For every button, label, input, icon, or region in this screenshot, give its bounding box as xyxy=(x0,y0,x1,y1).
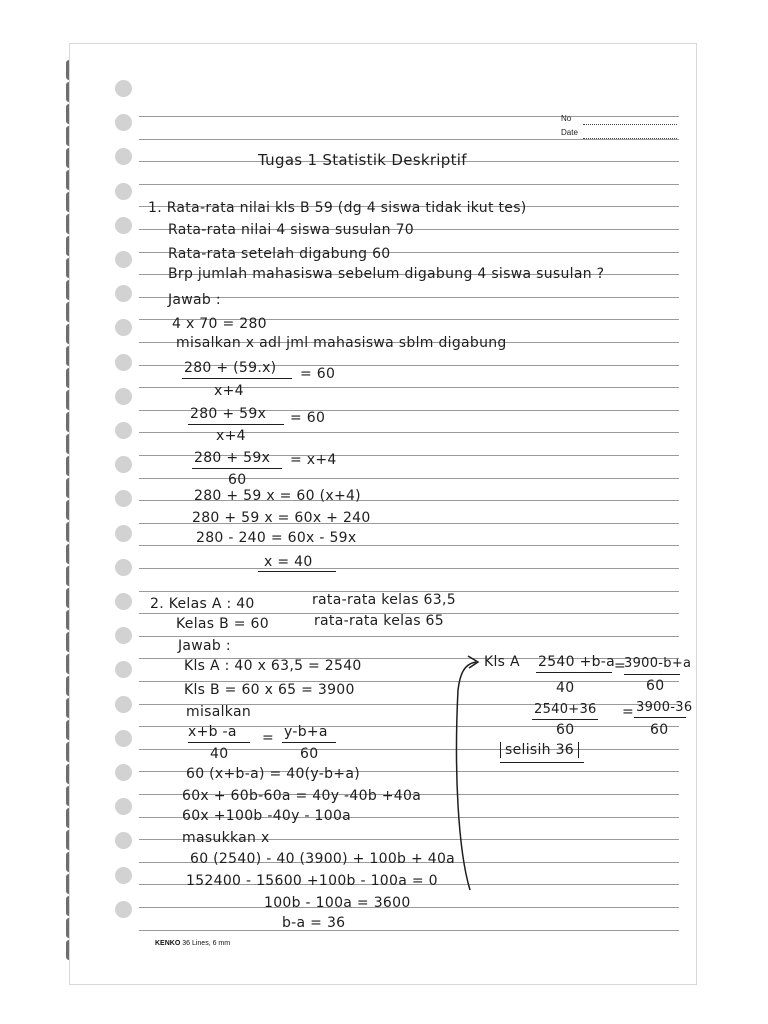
fraction-bar xyxy=(192,468,282,469)
side-r1-rnum: 3900-b+a xyxy=(624,656,692,671)
q2-step10: 100b - 100a = 3600 xyxy=(264,895,411,911)
ruled-line xyxy=(139,184,679,185)
date-line xyxy=(583,138,677,139)
side-result: selisih 36 xyxy=(500,742,579,758)
punch-hole xyxy=(115,217,132,234)
side-r1-den: 40 xyxy=(556,680,575,696)
q1-line2: Rata-rata nilai 4 siswa susulan 70 xyxy=(168,222,414,238)
q2-step9: 152400 - 15600 +100b - 100a = 0 xyxy=(186,873,438,889)
notebook-page xyxy=(70,44,696,984)
q1-step4: 280 + 59 x = 60x + 240 xyxy=(192,510,371,526)
side-r2-den: 60 xyxy=(556,722,575,738)
fraction-bar xyxy=(188,424,284,425)
q1-step3: 280 + 59 x = 60 (x+4) xyxy=(194,488,361,504)
q2-step2: Kls B = 60 x 65 = 3900 xyxy=(184,682,355,698)
side-r2-num: 2540+36 xyxy=(534,702,597,717)
q2-step1: Kls A : 40 x 63,5 = 2540 xyxy=(184,658,362,674)
q1-line1: 1. Rata-rata nilai kls B 59 (dg 4 siswa tidak ikut tes) xyxy=(148,200,527,216)
punch-hole xyxy=(115,388,132,405)
punch-hole xyxy=(115,183,132,200)
q2-step6: 60x +100b -40y - 100a xyxy=(182,808,352,824)
punch-hole xyxy=(115,148,132,165)
q2-line2b: rata-rata kelas 65 xyxy=(314,613,444,629)
q1-frac3-eq: = x+4 xyxy=(290,452,337,468)
q2-frac1-rden: 60 xyxy=(300,746,319,762)
punch-hole xyxy=(115,593,132,610)
fraction-bar xyxy=(188,742,250,743)
side-r1-num: 2540 +b-a xyxy=(538,654,616,670)
punch-hole xyxy=(115,627,132,644)
q2-line1b: rata-rata kelas 63,5 xyxy=(312,592,456,608)
q1-frac3-den: 60 xyxy=(228,472,247,488)
q1-frac2-eq: = 60 xyxy=(290,410,326,426)
ruled-line xyxy=(139,116,679,117)
page-title: Tugas 1 Statistik Deskriptif xyxy=(258,151,467,169)
fraction-bar xyxy=(532,719,598,720)
ruled-line xyxy=(139,478,679,479)
fraction-bar xyxy=(282,742,336,743)
q1-frac3-num: 280 + 59x xyxy=(194,450,271,466)
punch-hole xyxy=(115,764,132,781)
q1-frac1-den: x+4 xyxy=(214,383,244,399)
side-r2-rnum: 3900-36 xyxy=(636,700,693,715)
punch-hole xyxy=(115,730,132,747)
punch-hole xyxy=(115,422,132,439)
q2-step4: 60 (x+b-a) = 40(y-b+a) xyxy=(186,766,360,782)
punch-hole xyxy=(115,114,132,131)
q2-step7: masukkan x xyxy=(182,830,270,846)
q2-step11: b-a = 36 xyxy=(282,915,346,931)
q2-line2a: Kelas B = 60 xyxy=(176,616,269,632)
q1-frac1-eq: = 60 xyxy=(300,366,336,382)
q1-frac2-num: 280 + 59x xyxy=(190,406,267,422)
answer-underline xyxy=(258,571,336,572)
fraction-bar xyxy=(624,674,680,675)
punch-hole xyxy=(115,696,132,713)
no-label: No xyxy=(561,114,572,123)
footer-brand xyxy=(155,940,230,947)
q2-frac1-eq: = xyxy=(262,730,275,746)
punch-hole xyxy=(115,319,132,336)
q1-line3: Rata-rata setelah digabung 60 xyxy=(168,246,391,262)
q1-jawab: Jawab : xyxy=(168,292,221,308)
ruled-line xyxy=(139,930,679,931)
punch-hole xyxy=(115,490,132,507)
punch-hole xyxy=(115,798,132,815)
arrow-connector xyxy=(440,650,490,900)
q2-line1a: 2. Kelas A : 40 xyxy=(150,596,255,612)
punch-hole xyxy=(115,354,132,371)
side-r2-eq: = xyxy=(622,704,635,720)
punch-hole xyxy=(115,559,132,576)
side-r1-eq: = xyxy=(614,658,627,674)
q2-frac1-rnum: y-b+a xyxy=(284,724,328,740)
q2-step5: 60x + 60b-60a = 40y -40b +40a xyxy=(182,788,422,804)
punch-hole xyxy=(115,661,132,678)
punch-hole xyxy=(115,456,132,473)
q2-step8: 60 (2540) - 40 (3900) + 100b + 40a xyxy=(190,851,456,867)
fraction-bar xyxy=(634,717,686,718)
date-label: Date xyxy=(561,128,578,137)
q2-jawab: Jawab : xyxy=(178,638,231,654)
q1-step5: 280 - 240 = 60x - 59x xyxy=(196,530,357,546)
q1-step1: 4 x 70 = 280 xyxy=(172,316,267,332)
q1-frac2-den: x+4 xyxy=(216,428,246,444)
fraction-bar xyxy=(182,378,292,379)
punch-hole xyxy=(115,832,132,849)
punch-hole xyxy=(115,80,132,97)
side-r1-rden: 60 xyxy=(646,678,665,694)
ruled-line xyxy=(139,139,679,140)
no-line xyxy=(583,124,677,125)
punch-hole xyxy=(115,285,132,302)
side-label-kls-a: Kls A xyxy=(484,654,520,670)
punch-hole xyxy=(115,251,132,268)
punch-hole xyxy=(115,867,132,884)
fraction-bar xyxy=(536,672,612,673)
q2-frac1-den: 40 xyxy=(210,746,229,762)
brand-spec: 36 Lines, 6 mm xyxy=(182,940,231,947)
q1-step2: misalkan x adl jml mahasiswa sblm digabung xyxy=(176,335,507,351)
brand-name: KENKO xyxy=(155,940,181,947)
q1-line4: Brp jumlah mahasiswa sebelum digabung 4 siswa susulan ? xyxy=(168,266,605,282)
q2-frac1-num: x+b -a xyxy=(188,724,237,740)
q1-answer: x = 40 xyxy=(264,554,313,570)
punch-hole xyxy=(115,901,132,918)
result-underline xyxy=(500,762,584,763)
ruled-line xyxy=(139,636,679,637)
side-r2-rden: 60 xyxy=(650,722,669,738)
q2-step3: misalkan xyxy=(186,704,252,720)
punch-hole xyxy=(115,525,132,542)
q1-frac1-num: 280 + (59.x) xyxy=(184,360,277,376)
ruled-line xyxy=(139,568,679,569)
